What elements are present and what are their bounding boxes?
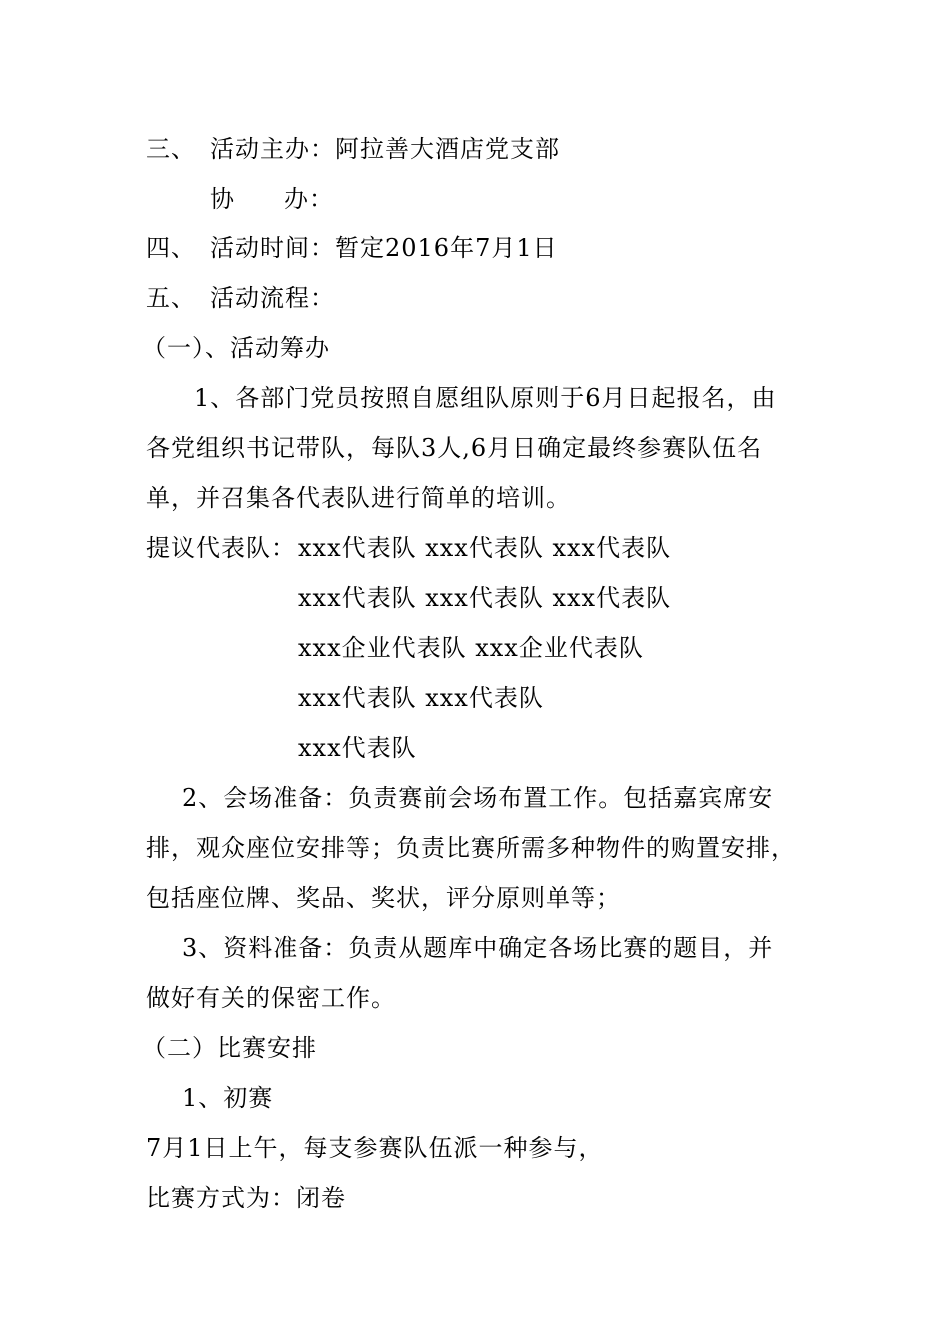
section-4-time: 活动时间：暂定2016年7月1日 — [210, 234, 558, 262]
part-1-item-2-line-2: 排，观众座位安排等；负责比赛所需多种物件的购置安排， — [146, 834, 796, 862]
section-3-organizer: 活动主办：阿拉善大酒店党支部 — [210, 135, 560, 163]
part-2-item-1-line-1: 7月1日上午，每支参赛队伍派一种参与， — [146, 1134, 604, 1162]
teams-row-1: xxx代表队 xxx代表队 xxx代表队 — [298, 534, 672, 562]
part-1-item-3-line-2: 做好有关的保密工作。 — [146, 984, 396, 1012]
part-1-heading: （一）、活动筹办 — [142, 334, 330, 362]
part-2-item-1-title: 1、初赛 — [182, 1084, 274, 1112]
part-2-item-1-line-2: 比赛方式为：闭卷 — [146, 1184, 346, 1212]
co-organizer-value: 办： — [284, 185, 334, 213]
teams-row-5: xxx代表队 — [298, 734, 417, 762]
section-3-label: 三、 — [146, 135, 196, 163]
part-1-item-2-line-1: 2、会场准备：负责赛前会场布置工作。包括嘉宾席安 — [182, 784, 774, 812]
teams-row-2: xxx代表队 xxx代表队 xxx代表队 — [298, 584, 672, 612]
part-1-item-3-line-1: 3、资料准备：负责从题库中确定各场比赛的题目，并 — [182, 934, 774, 962]
section-5-label: 五、 — [146, 284, 196, 312]
co-organizer-label: 协 — [210, 185, 235, 213]
part-2-heading: （二）比赛安排 — [142, 1034, 317, 1062]
teams-label: 提议代表队： — [146, 534, 296, 562]
part-1-item-1-line-3: 单，并召集各代表队进行简单的培训。 — [146, 484, 571, 512]
part-1-item-1-line-2: 各党组织书记带队，每队3人,6月日确定最终参赛队伍名 — [146, 434, 763, 462]
section-5-process: 活动流程： — [210, 284, 335, 312]
part-1-item-2-line-3: 包括座位牌、奖品、奖状，评分原则单等； — [146, 884, 621, 912]
section-4-label: 四、 — [146, 234, 196, 262]
part-1-item-1-line-1: 1、各部门党员按照自愿组队原则于6月日起报名，由 — [194, 384, 777, 412]
teams-row-3: xxx企业代表队 xxx企业代表队 — [298, 634, 644, 662]
teams-row-4: xxx代表队 xxx代表队 — [298, 684, 544, 712]
